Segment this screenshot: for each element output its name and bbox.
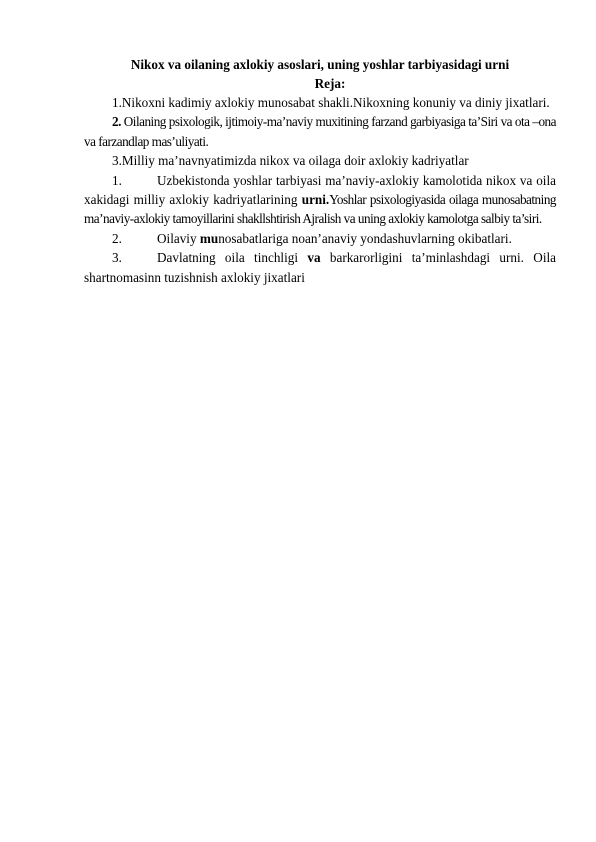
plan-item-2-number: 2. [112,114,121,130]
list-item-3-text-cont: barkarorligini ta’minlashdagi urni. Oila shartnomasinn tuzishnish axlokiy jixatlari [84,250,557,285]
list-item-1-text-cont: Yoshlar psixologiyasida oilaga munosabatning ma’naviy-axlokiy tamoyillarini shakllshtirish Ajralish va uning axlokiy kamolotga salbiy ta’siri. [84,192,557,227]
plan-item-1: 1.Nikoxni kadimiy axlokiy munosabat shakli.Nikoxning konuniy va diniy jixatlari. [112,95,550,110]
list-item-3-number: 3. [112,250,122,266]
list-item-2 [84,229,556,248]
list-item-2-bold: mu [199,230,219,246]
plan-item-2 [84,112,556,151]
document-content [84,55,556,287]
list-item-1-bold: urni. [301,192,330,208]
list-item-2-number: 2. [112,230,122,246]
plan-heading: Reja: [314,76,346,91]
list-item-3-text: Davlatning oila tinchligi [157,250,308,266]
plan-item-2-text: Oilaning psixologik, ijtimoiy-ma’naviy muxitining farzand garbiyasiga ta’Siri va ota –ona va farzandlap mas’uliyati. [84,114,556,149]
list-item-3-bold: va [307,250,321,266]
list-item-3 [84,248,556,287]
list-item-2-text: Oilaviy [157,230,200,246]
list-item-1 [84,171,556,229]
list-item-1-text: Uzbekistonda yoshlar tarbiyasi ma’naviy-axlokiy kamolotida nikox va oila xakidagi milliy axlokiy kadriyatlarining [84,172,556,208]
list-item-1-number: 1. [112,172,122,188]
plan-item-3: 3.Milliy ma’navnyatimizda nikox va oilaga doir axlokiy kadriyatlar [112,153,469,169]
document-title: Nikox va oilaning axlokiy asoslari, uning yoshlar tarbiyasidagi urni [130,57,510,72]
list-item-2-text-cont: nosabatlariga noan’anaviy yondashuvlarning okibatlari. [218,230,512,246]
